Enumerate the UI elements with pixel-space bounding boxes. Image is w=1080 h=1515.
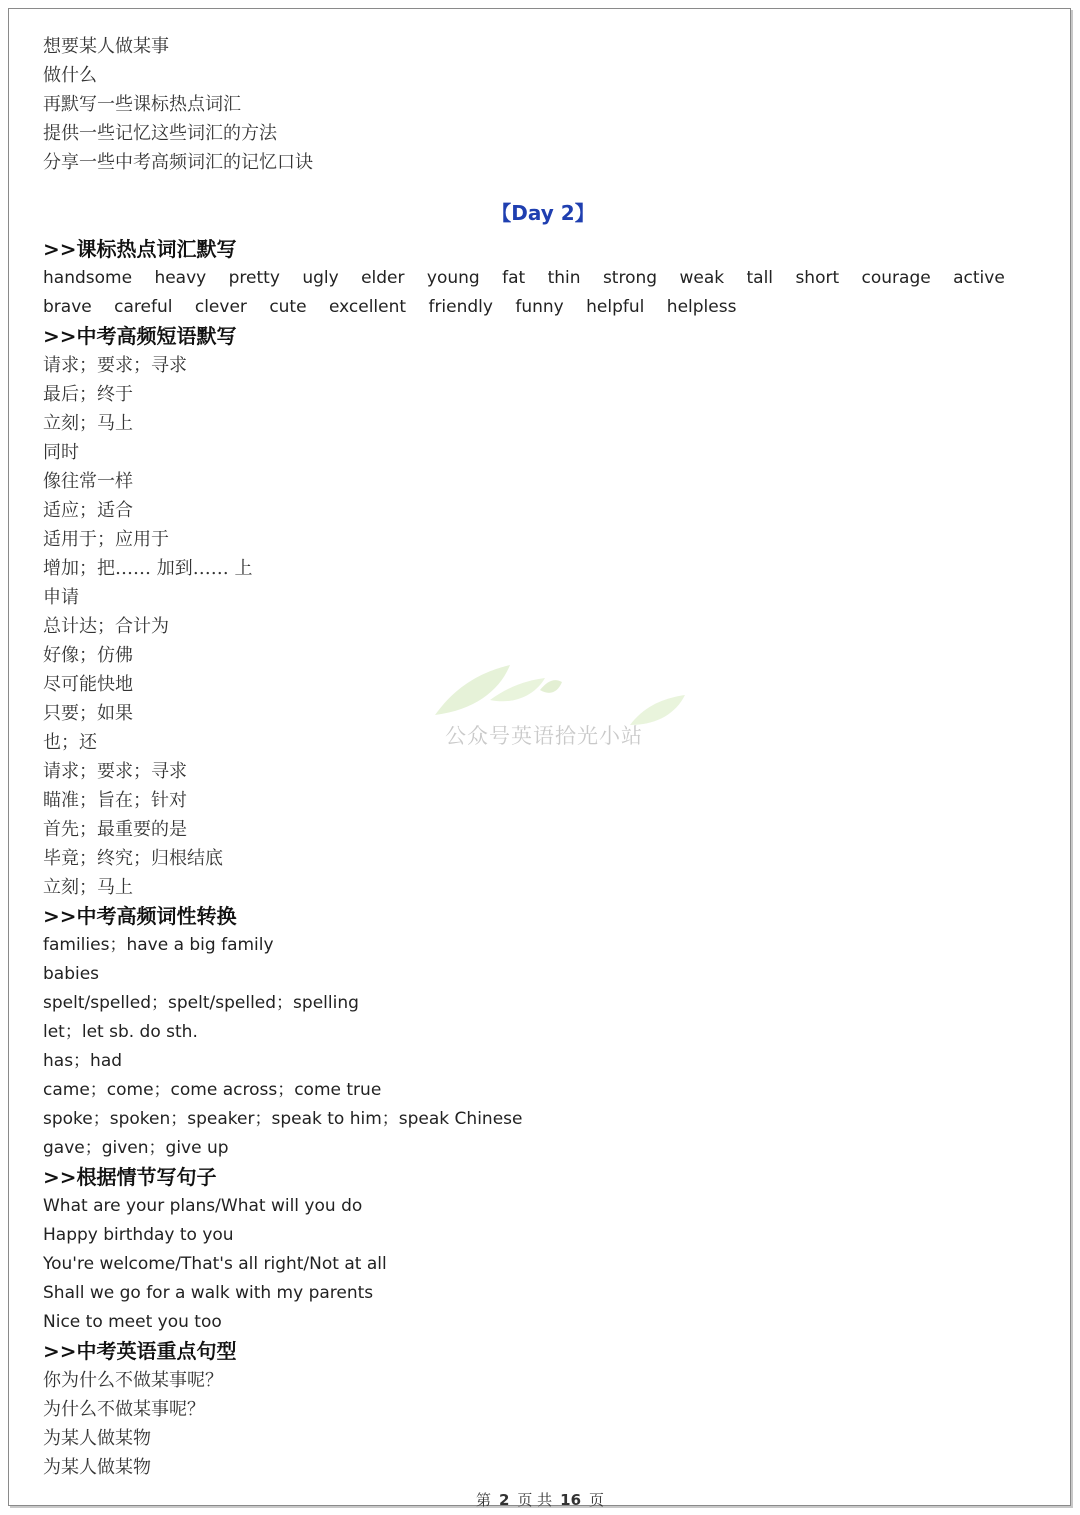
intro-block xyxy=(43,32,1043,177)
vocab-word: funny xyxy=(515,297,564,317)
intro-line: 再默写一些课标热点词汇 xyxy=(43,94,241,115)
vocab-word: fat xyxy=(502,268,526,288)
intro-line: 提供一些记忆这些词汇的方法 xyxy=(43,123,277,144)
word-form-item: families；have a big family xyxy=(43,935,274,955)
phrase-item: 首先；最重要的是 xyxy=(43,819,187,840)
word-row xyxy=(43,293,1043,322)
vocab-word: helpless xyxy=(666,297,737,317)
phrase-item: 申请 xyxy=(43,587,79,608)
phrase-item: 立刻；马上 xyxy=(43,877,133,898)
word-form-item: has；had xyxy=(43,1051,123,1071)
pattern-item: 为某人做某物 xyxy=(43,1457,151,1478)
word-row xyxy=(43,264,1043,293)
section-heading-phrases: >>中考高频短语默写 xyxy=(43,324,237,348)
phrase-item: 好像；仿佛 xyxy=(43,645,133,666)
vocab-word: pretty xyxy=(228,268,280,288)
day-title: 【Day 2】 xyxy=(491,201,595,225)
vocab-word: heavy xyxy=(154,268,207,288)
watermark xyxy=(430,660,690,770)
phrase-item: 立刻；马上 xyxy=(43,413,133,434)
intro-line: 做什么 xyxy=(43,65,97,86)
watermark-text: 公众号英语拾光小站 xyxy=(445,724,643,748)
phrase-item: 总计达；合计为 xyxy=(43,616,169,637)
vocab-word: tall xyxy=(746,268,774,288)
vocab-word: strong xyxy=(602,268,658,288)
pattern-item: 为什么不做某事呢？ xyxy=(43,1399,205,1420)
vocab-word: friendly xyxy=(428,297,493,317)
word-form-item: came；come；come across；come true xyxy=(43,1080,382,1100)
page-footer xyxy=(0,1489,1080,1510)
sentence-item: Happy birthday to you xyxy=(43,1225,234,1245)
intro-line: 想要某人做某事 xyxy=(43,36,169,57)
sentence-item: Nice to meet you too xyxy=(43,1312,222,1332)
vocab-word: careful xyxy=(114,297,173,317)
vocab-word: helpful xyxy=(586,297,645,317)
footer-middle: 页 共 xyxy=(517,1491,553,1509)
word-form-item: gave；given；give up xyxy=(43,1138,229,1158)
sentence-item: You're welcome/That's all right/Not at all xyxy=(43,1254,387,1274)
phrase-item: 最后；终于 xyxy=(43,384,133,405)
current-page-number: 2 xyxy=(498,1491,510,1509)
phrase-item: 像往常一样 xyxy=(43,471,133,492)
vocab-word: short xyxy=(795,268,840,288)
total-page-number: 16 xyxy=(560,1491,582,1509)
vocab-word: cute xyxy=(269,297,307,317)
vocab-word: courage xyxy=(861,268,931,288)
vocab-word: ugly xyxy=(302,268,339,288)
vocab-word: clever xyxy=(194,297,247,317)
vocab-word: elder xyxy=(361,268,405,288)
word-form-item: babies xyxy=(43,964,100,984)
vocab-word: young xyxy=(426,268,480,288)
pattern-item: 你为什么不做某事呢？ xyxy=(43,1370,223,1391)
footer-prefix: 第 xyxy=(475,1491,491,1509)
phrase-item: 也；还 xyxy=(43,732,97,753)
phrase-item: 毕竟；终究；归根结底 xyxy=(43,848,223,869)
footer-suffix: 页 xyxy=(589,1491,605,1509)
phrase-item: 适应；适合 xyxy=(43,500,133,521)
phrase-item: 同时 xyxy=(43,442,79,463)
vocab-word: weak xyxy=(679,268,725,288)
word-form-item: spoke；spoken；speaker；speak to him；speak Chinese xyxy=(43,1109,523,1129)
vocab-word: brave xyxy=(43,297,92,317)
intro-line: 分享一些中考高频词汇的记忆口诀 xyxy=(43,152,313,173)
vocab-word: excellent xyxy=(328,297,407,317)
phrase-item: 请求；要求；寻求 xyxy=(43,761,187,782)
sentence-item: What are your plans/What will you do xyxy=(43,1196,363,1216)
phrase-item: 尽可能快地 xyxy=(43,674,133,695)
word-form-item: let；let sb. do sth. xyxy=(43,1022,198,1042)
vocab-word: handsome xyxy=(43,268,133,288)
pattern-item: 为某人做某物 xyxy=(43,1428,151,1449)
vocab-word: active xyxy=(953,268,1005,288)
phrase-item: 增加；把…… 加到…… 上 xyxy=(43,558,253,579)
phrase-item: 请求；要求；寻求 xyxy=(43,355,187,376)
word-form-item: spelt/spelled；spelt/spelled；spelling xyxy=(43,993,359,1013)
phrase-item: 只要；如果 xyxy=(43,703,133,724)
section-heading-hot-words: >>课标热点词汇默写 xyxy=(43,237,237,261)
section-heading-situational: >>根据情节写句子 xyxy=(43,1165,217,1189)
sentence-item: Shall we go for a walk with my parents xyxy=(43,1283,374,1303)
phrase-item: 适用于；应用于 xyxy=(43,529,169,550)
phrase-item: 瞄准；旨在；针对 xyxy=(43,790,187,811)
vocab-word: thin xyxy=(547,268,581,288)
section-heading-patterns: >>中考英语重点句型 xyxy=(43,1339,237,1363)
section-heading-word-forms: >>中考高频词性转换 xyxy=(43,904,237,928)
